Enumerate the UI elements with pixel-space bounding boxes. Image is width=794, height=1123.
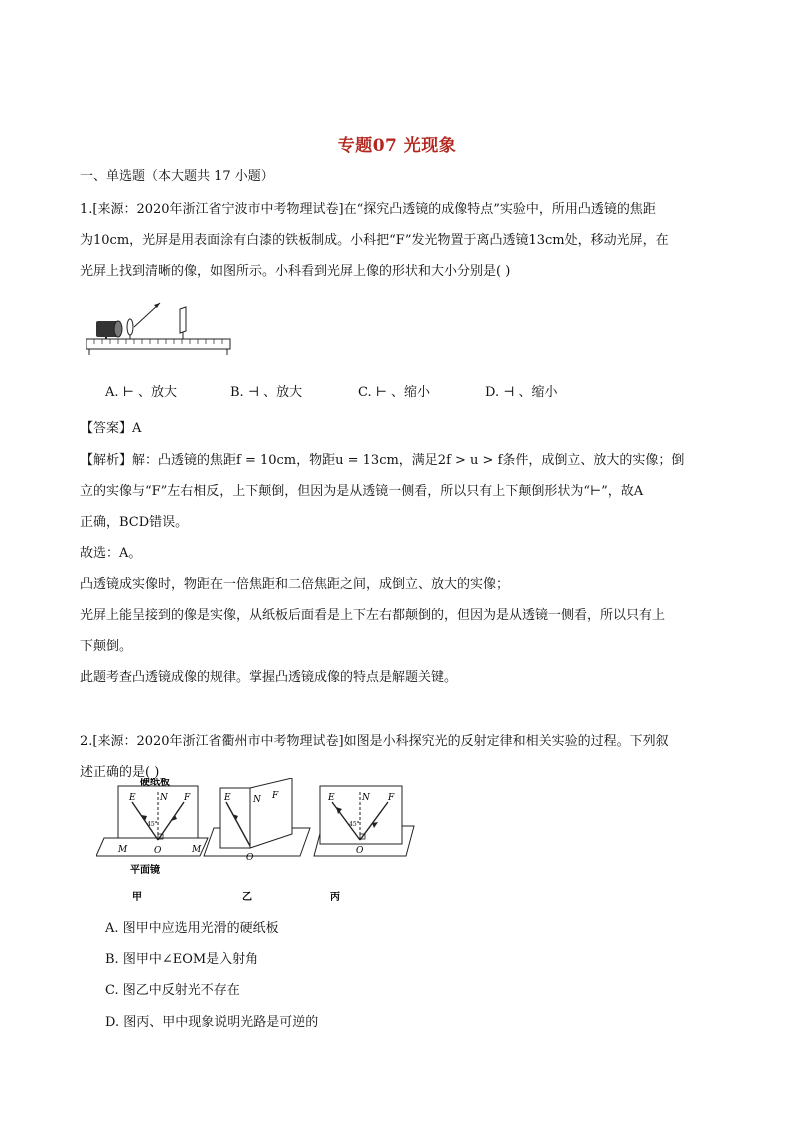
label-m-left: M bbox=[118, 845, 128, 855]
q1-optical-bench-figure bbox=[86, 297, 232, 359]
q1-answer: 【答案】A bbox=[80, 421, 142, 436]
q1-analysis-line-2: 立的实像与“F”左右相反，上下颠倒，但因为是从透镜一侧看，所以只有上下颠倒形状为“⊢”，故A bbox=[80, 484, 644, 499]
label-e-jia: E bbox=[129, 793, 136, 803]
label-e-bing: E bbox=[328, 793, 335, 803]
section-heading: 一、单选题（本大题共 17 小题） bbox=[80, 169, 274, 184]
label-m-right: M bbox=[192, 845, 202, 855]
q1-stem-line-1: 1.[来源：2020年浙江省宁波市中考物理试卷]在“探究凸透镜的成像特点”实验中，所用凸透镜的焦距 bbox=[80, 202, 656, 217]
q1-option-d[interactable]: D. ⊣ 、缩小 bbox=[485, 385, 558, 400]
label-n-jia: N bbox=[160, 793, 168, 803]
panel-label-jia: 甲 bbox=[132, 892, 142, 903]
q1-stem-line-3: 光屏上找到清晰的像，如图所示。小科看到光屏上像的形状和大小分别是( ) bbox=[80, 264, 511, 279]
label-mirror: 平面镜 bbox=[130, 865, 160, 876]
q1-analysis-line-6: 光屏上能呈接到的像是实像，从纸板后面看是上下左右都颠倒的，但因为是从透镜一侧看，所以只有上 bbox=[80, 608, 666, 623]
q2-choice-d[interactable]: D. 图丙、甲中现象说明光路是可逆的 bbox=[105, 1015, 319, 1030]
label-n-bing: N bbox=[362, 793, 370, 803]
q1-analysis-line-8: 此题考查凸透镜成像的规律。掌握凸透镜成像的特点是解题关键。 bbox=[80, 670, 458, 685]
q1-option-c[interactable]: C. ⊢ 、缩小 bbox=[358, 385, 431, 400]
panel-label-bing: 丙 bbox=[330, 892, 340, 903]
q2-stem-line-2: 述正确的是( ) bbox=[80, 765, 160, 780]
panel-label-yi: 乙 bbox=[242, 892, 252, 903]
label-f-bing: F bbox=[388, 793, 395, 803]
label-e-yi: E bbox=[224, 793, 231, 803]
q1-analysis-line-7: 下颠倒。 bbox=[80, 639, 133, 654]
label-o-jia: O bbox=[154, 846, 162, 856]
label-angle-jia: 45° bbox=[147, 821, 158, 828]
q1-option-a[interactable]: A. ⊢ 、放大 bbox=[105, 385, 177, 400]
label-n-yi: N bbox=[253, 795, 261, 805]
q2-stem-line-1: 2.[来源：2020年浙江省衢州市中考物理试卷]如图是小科探究光的反射定律和相关实验的过程。下列叙 bbox=[80, 734, 669, 749]
panel-yi bbox=[204, 778, 310, 903]
q1-analysis-line-3: 正确，BCD错误。 bbox=[80, 515, 189, 530]
q1-options bbox=[105, 381, 705, 403]
q1-analysis-line-1: 【解析】解：凸透镜的焦距f = 10cm，物距u = 13cm，满足2f > u > f条件，成倒立、放大的实像；倒 bbox=[80, 453, 685, 468]
panel-bing bbox=[314, 786, 414, 903]
label-f-yi: F bbox=[272, 791, 279, 801]
q2-choice-b[interactable]: B. 图甲中∠EOM是入射角 bbox=[105, 952, 259, 967]
page-title: 专题07 光现象 bbox=[337, 136, 457, 156]
label-board: 硬纸板 bbox=[140, 778, 170, 788]
q1-option-b[interactable]: B. ⊣ 、放大 bbox=[230, 385, 303, 400]
label-o-bing: O bbox=[356, 846, 364, 856]
q1-analysis-line-5: 凸透镜成实像时，物距在一倍焦距和二倍焦距之间，成倒立、放大的实像； bbox=[80, 577, 510, 592]
panel-jia bbox=[96, 778, 208, 903]
label-f-jia: F bbox=[184, 793, 191, 803]
label-angle-bing: 45° bbox=[349, 821, 360, 828]
q1-analysis-line-4: 故选：A。 bbox=[80, 546, 142, 561]
label-o-yi: O bbox=[246, 853, 254, 863]
q1-stem-line-2: 为10cm，光屏是用表面涂有白漆的铁板制成。小科把“F”发光物置于离凸透镜13cm处，移动光屏，在 bbox=[80, 233, 669, 248]
q2-choice-a[interactable]: A. 图甲中应选用光滑的硬纸板 bbox=[105, 921, 279, 936]
q2-reflection-figure bbox=[96, 778, 416, 908]
q2-choice-c[interactable]: C. 图乙中反射光不存在 bbox=[105, 983, 240, 998]
